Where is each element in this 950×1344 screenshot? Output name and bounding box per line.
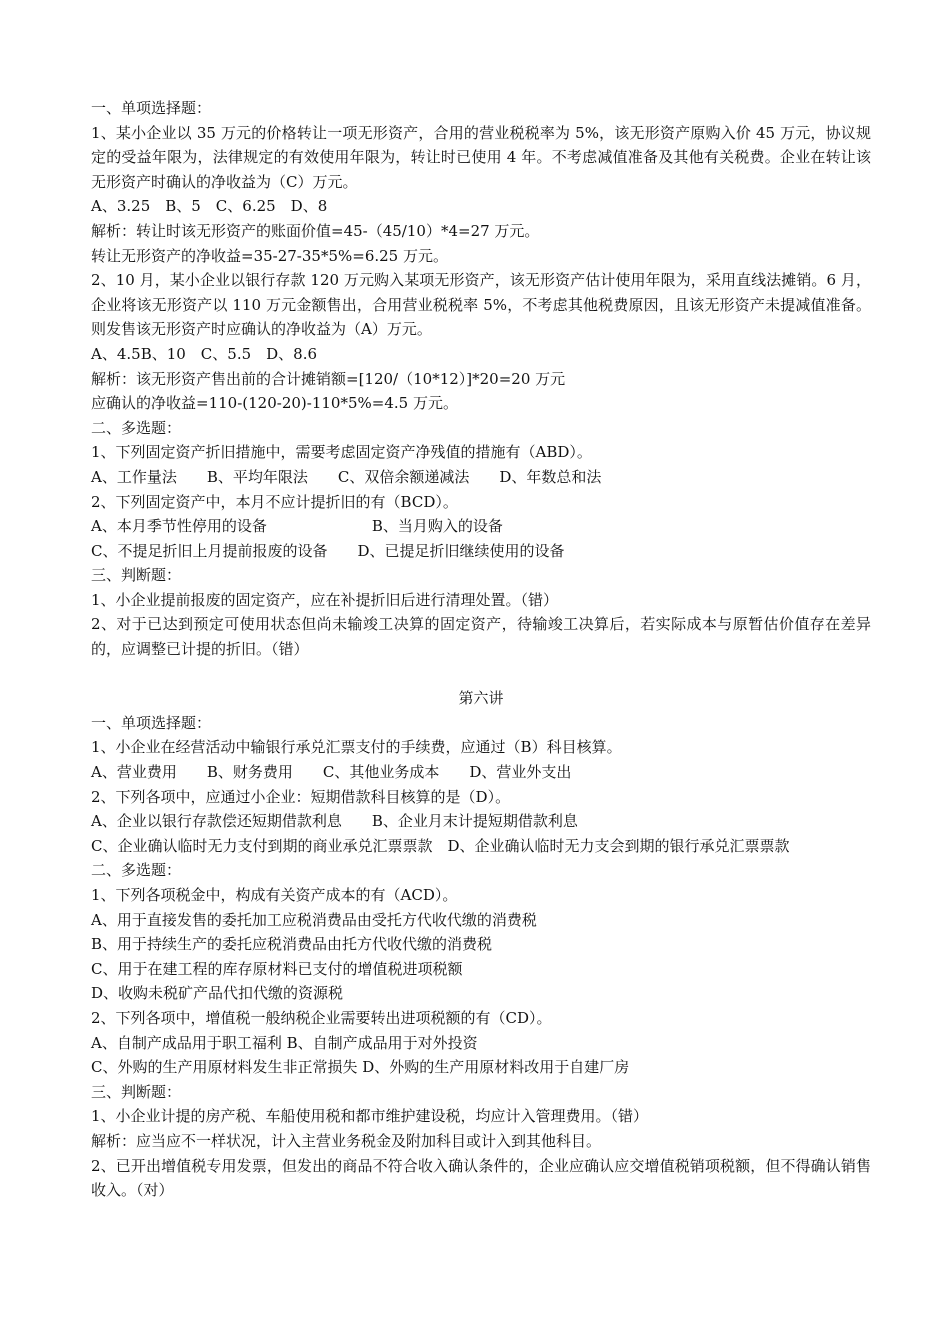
answer-options: D、收购未税矿产品代扣代缴的资源税	[91, 984, 344, 1003]
question-text: 1、下列固定资产折旧措施中，需要考虑固定资产净残值的措施有（ABD）。	[91, 443, 592, 462]
section-heading: 二、多选题：	[91, 861, 182, 880]
question-text: 2、下列固定资产中，本月不应计提折旧的有（BCD）。	[91, 492, 458, 511]
question-text: 1、小企业提前报废的固定资产，应在补提折旧后进行清理处置。（错）	[91, 590, 559, 609]
analysis-text: 转让无形资产的净收益=35-27-35*5%=6.25 万元。	[91, 246, 448, 265]
answer-options: A、4.5B、10 C、5.5 D、8.6	[91, 344, 318, 363]
answer-options: A、3.25 B、5 C、6.25 D、8	[91, 197, 328, 216]
answer-options: B、用于持续生产的委托应税消费品由托方代收代缴的消费税	[91, 935, 493, 954]
answer-options: A、本月季节性停用的设备 B、当月购入的设备	[91, 517, 503, 536]
analysis-text: 应确认的净收益=110-(120-20)-110*5%=4.5 万元。	[91, 394, 458, 413]
answer-options: C、不提足折旧上月提前报废的设备 D、已提足折旧继续使用的设备	[91, 541, 565, 560]
question-text: 1、某小企业以 35 万元的价格转让一项无形资产，合用的营业税税率为 5%，该无形资产原购入价 45 万元，协议规定的受益年限为，法律规定的有效使用年限为，转让时已使用 4 年。不考虑减值准备及其他有关税费。企业在转让该无形资产时确认的净收益为（C）万元。	[91, 123, 871, 191]
section-heading: 二、多选题：	[91, 418, 182, 437]
analysis-text: 解析：应当应不一样状况，计入主营业务税金及附加科目或计入到其他科目。	[91, 1131, 602, 1150]
document-page	[91, 96, 871, 1203]
answer-options: A、工作量法 B、平均年限法 C、双倍余额递减法 D、年数总和法	[91, 467, 602, 486]
blank-line	[91, 662, 871, 687]
section-heading: 三、判断题：	[91, 1082, 182, 1101]
question-text: 1、小企业计提的房产税、车船使用税和都市维护建设税，均应计入管理费用。（错）	[91, 1107, 649, 1126]
question-text: 1、下列各项税金中，构成有关资产成本的有（ACD）。	[91, 886, 458, 904]
section-heading: 三、判断题：	[91, 566, 182, 585]
question-text: 2、已开出增值税专用发票，但发出的商品不符合收入确认条件的，企业应确认应交增值税销项税额，但不得确认销售收入。（对）	[91, 1156, 871, 1200]
section-heading: 一、单项选择题：	[91, 713, 212, 732]
question-text: 2、下列各项中，增值税一般纳税企业需要转出进项税额的有（CD）。	[91, 1008, 552, 1027]
answer-options: A、企业以银行存款偿还短期借款利息 B、企业月末计提短期借款利息	[91, 812, 578, 831]
question-text: 2、对于已达到预定可使用状态但尚未输竣工决算的固定资产，待输竣工决算后，若实际成本与原暂估价值存在差异的，应调整已计提的折旧。（错）	[91, 615, 871, 659]
answer-options: C、外购的生产用原材料发生非正常损失 D、外购的生产用原材料改用于自建厂房	[91, 1058, 630, 1077]
answer-options: A、自制产成品用于职工福利 B、自制产成品用于对外投资	[91, 1033, 478, 1052]
answer-options: A、营业费用 B、财务费用 C、其他业务成本 D、营业外支出	[91, 763, 572, 782]
section-heading: 一、单项选择题：	[91, 99, 212, 117]
question-text: 2、下列各项中，应通过小企业：短期借款科目核算的是（D）。	[91, 787, 511, 806]
lecture-title: 第六讲	[458, 689, 504, 708]
answer-options: C、企业确认临时无力支付到期的商业承兑汇票票款 D、企业确认临时无力支会到期的银行承兑汇票票款	[91, 836, 790, 855]
analysis-text: 解析：该无形资产售出前的合计摊销额=[120/（10*12）]*20=20 万元	[91, 369, 566, 388]
answer-options: C、用于在建工程的库存原材料已支付的增值税进项税额	[91, 959, 463, 978]
question-text: 1、小企业在经营活动中输银行承兑汇票支付的手续费，应通过（B）科目核算。	[91, 738, 622, 757]
analysis-text: 解析：转让时该无形资产的账面价值=45-（45/10）*4=27 万元。	[91, 221, 540, 240]
answer-options: A、用于直接发售的委托加工应税消费品由受托方代收代缴的消费税	[91, 910, 537, 929]
question-text: 2、10 月，某小企业以银行存款 120 万元购入某项无形资产，该无形资产估计使用年限为，采用直线法摊销。6 月，企业将该无形资产以 110 万元金额售出，合用营业税税率 5%，不考虑其他税费原因，且该无形资产未提减值准备。则发售该无形资产时应确认的净收益为（A）万元。	[91, 271, 871, 339]
